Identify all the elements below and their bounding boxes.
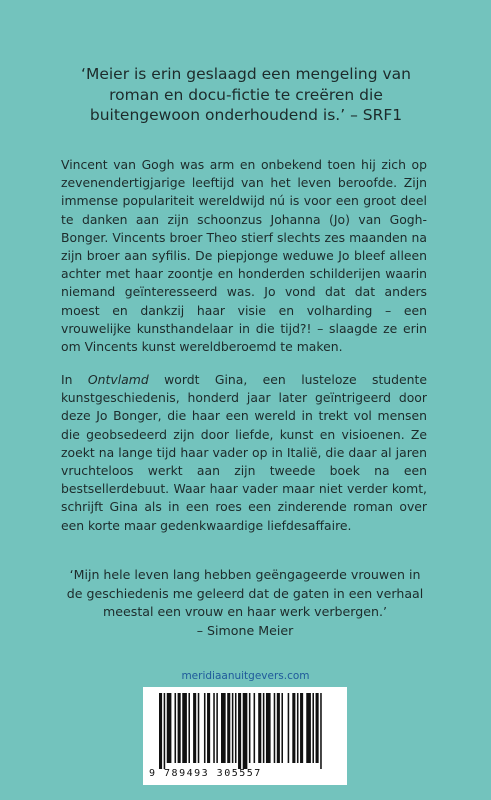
barcode-bar bbox=[288, 693, 290, 763]
paragraph-2-prefix: In bbox=[61, 372, 88, 387]
barcode-bar bbox=[274, 693, 276, 763]
barcode-bar bbox=[249, 693, 251, 763]
barcode-bar bbox=[316, 693, 319, 763]
barcode-bar bbox=[193, 693, 196, 763]
paragraph-2-text: wordt Gina, een lusteloze studente kunstgeschiedenis, honderd jaar later geïntrigeerd door deze Jo Bonger, die haar een wereld in trekt vol mensen die geobsedeerd zijn door liefde, kunst en visioenen. Ze zoekt na lange tijd haar vader op in Italië, die daar al jaren vruchteloos werkt aan zijn tweede boek na een bestsellerdebuut. Waar haar vader maar niet verder komt, schrijft Gina als in een roes een zinderende roman over een korte maar gedenkwaardige liefdesaffaire. bbox=[61, 372, 427, 533]
author-quote-text: ‘Mijn hele leven lang hebben geëngageerde vrouwen in de geschiedenis me geleerd dat de gaten in een verhaal meestal een vrouw en haar werk verbergen.’ bbox=[66, 567, 424, 619]
barcode-bar bbox=[292, 693, 295, 763]
author-quote bbox=[60, 566, 430, 640]
barcode-bar bbox=[243, 693, 248, 769]
barcode-bar bbox=[204, 693, 206, 763]
barcode-bar bbox=[175, 693, 177, 763]
barcode-bar bbox=[254, 693, 256, 763]
isbn-barcode bbox=[143, 687, 347, 785]
barcode-bars bbox=[157, 693, 333, 769]
blurb-paragraph-1: Vincent van Gogh was arm en onbekend toen hij zich op zevenendertigjarige leeftijd van het leven beroofde. Zijn immense populariteit wereldwijd nú is voor een groot deel te danken aan zijn schoonzus Johanna (Jo) van Gogh-Bonger. Vincents broer Theo stierf slechts zes maanden na zijn broer aan syfilis. De piepjonge weduwe Jo bleef alleen achter met haar zoontje en honderden schilderijen waarin niemand geïnteresseerd was. Jo vond dat dat anders moest en dankzij haar visie en volharding – een vrouwelijke kunsthandelaar in die tijd?! – slaagde ze erin om Vincents kunst wereldberoemd te maken. bbox=[61, 157, 427, 355]
barcode-bar bbox=[198, 693, 200, 763]
blurb-paragraph-2 bbox=[61, 371, 427, 535]
barcode-bar bbox=[258, 693, 261, 763]
barcode-bar bbox=[235, 693, 237, 763]
barcode-bar bbox=[188, 693, 190, 763]
author-quote-attribution: – Simone Meier bbox=[196, 622, 294, 638]
isbn-digits: 9 789493 305557 bbox=[149, 768, 262, 779]
barcode-bar bbox=[216, 693, 218, 763]
barcode-bar bbox=[277, 693, 280, 763]
barcode-bar bbox=[221, 693, 226, 763]
barcode-bar bbox=[281, 693, 283, 763]
barcode-bar bbox=[167, 693, 172, 763]
barcode-bar bbox=[300, 693, 303, 763]
barcode-bar bbox=[178, 693, 181, 763]
barcode-bar bbox=[213, 693, 215, 763]
barcode-bar bbox=[320, 693, 322, 769]
barcode-bar bbox=[164, 693, 166, 769]
book-title-italic: Ontvlamd bbox=[87, 372, 149, 387]
barcode-bar bbox=[238, 693, 241, 769]
barcode-bar bbox=[312, 693, 314, 763]
publisher-link[interactable]: meridiaanuitgevers.com bbox=[181, 670, 310, 682]
review-quote-srf1: ‘Meier is erin geslaagd een mengeling van roman en docu-fictie te creëren die buitengewoon onderhoudend is.’ – SRF1 bbox=[81, 65, 411, 124]
barcode-bar bbox=[232, 693, 234, 763]
barcode-bar bbox=[182, 693, 187, 763]
barcode-bar bbox=[266, 693, 271, 763]
barcode-bar bbox=[306, 693, 311, 763]
barcode-bar bbox=[263, 693, 265, 763]
barcode-bar bbox=[227, 693, 230, 763]
barcode-bar bbox=[297, 693, 299, 763]
barcode-bar bbox=[207, 693, 210, 763]
barcode-bar bbox=[159, 693, 162, 769]
